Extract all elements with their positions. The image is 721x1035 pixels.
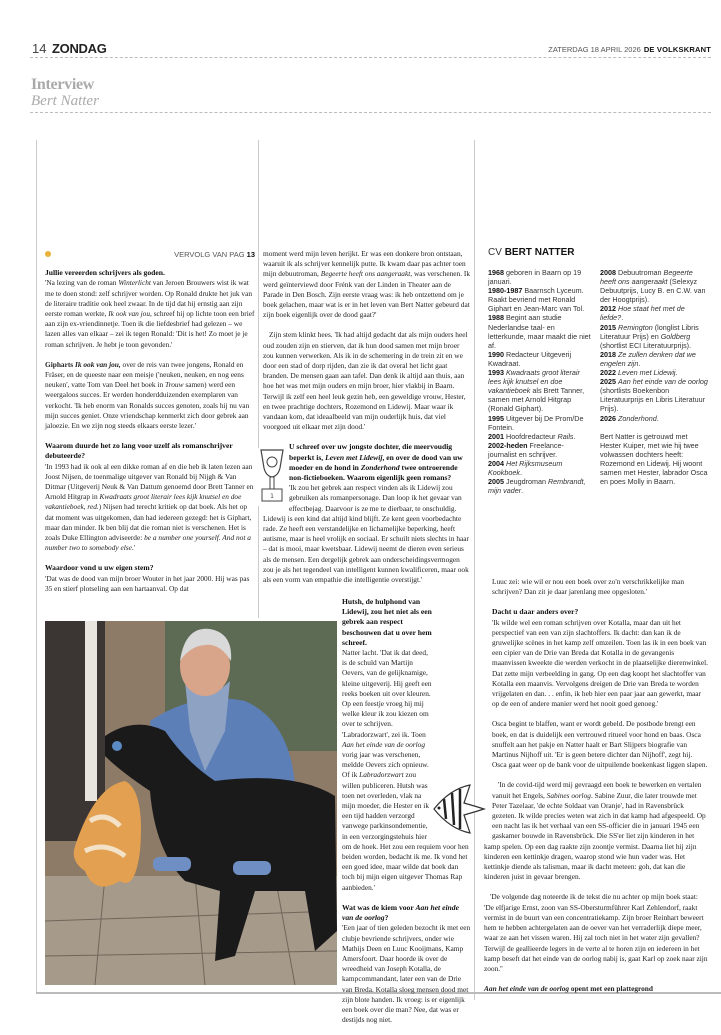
text-run: Zonderhond [360,462,400,472]
rubric-kicker: Interview [31,76,95,93]
paragraph [484,577,708,597]
interview-question [45,563,255,573]
text-run: Begint aan studie Nederlandse taal- en letterkunde, maar maakt die niet af. [488,313,591,350]
cv-prefix: CV [488,247,502,258]
paragraph [263,483,471,585]
continuation-page: 13 [246,250,255,259]
cv-year: 2012 [600,304,616,314]
text-run: Jullie vereerden schrijvers als goden. [45,268,165,278]
paragraph [45,278,255,349]
cv-note: Bert Natter is getrouwd met Hester Kuiper, met wie hij twee volwassen dochters heeft: Rozemond en Lidewij. Hij woont samen met Hester, labrador Osca en poes Molly in Baarn. [600,431,708,487]
newspaper-name: DE VOLKSKRANT [643,45,711,54]
text-run: 'Ik wilde wel een roman schrijven over Kotalla, maar dan uit het perspectief van een van zijn slachtoffers. Ik dacht: dan kan ik de gruwelijke scènes in het kamp zelf omzeilen. Toen las ik in een boek van een cipier van de Drie van Breda dat Kotalla in de gevangenis maanvissen kweekte die werden verkocht in de plaatselijke dierenwinkel. Dat zette mijn verbeelding in gang. Op een dag koopt het slachtoffer van Kotalla een maanvis. Vervolgens dreigen de Drie van Breda te worden vrijgelaten en dan. . . enfin, ik heb hier een paar jaar aan gewerkt, maar op de een of andere manier werd het nooit goed genoeg.' [492,617,708,709]
cv-entry [600,414,708,423]
text-run: ) Nijsen had terecht kritiek op dat boek. Als het op dat moment was uitgekomen, dan had iedereen gezegd: het is Giphart, maar dan minder. Ik ben blij dat die roman niet is verschenen. Het is zoals Duke Ellington adviseerde: [45,502,252,543]
text-run: Trouw [164,380,184,390]
cv-entry [488,441,592,459]
text-run: zou willen publiceren. Hutsh was toen net overleden, vlak na mijn moeder, die Hester en ik een tijd hadden verzorgd vanwege parkinsondementie, in een verzorgingstehuis hier om de hoek. Het zou een requiem voor hen beiden worden, bedacht ik me. Ik vond het een goed idee, maar wilde dat boek dan toch bij mijn eigen uitgever Thomas Rap aanbieden.' [342,770,469,892]
text-run: U schreef over uw jongste dochter, die meervoudig beperkt is, [289,442,453,462]
column-2 [263,249,471,595]
interview-question [45,441,255,461]
svg-text:1: 1 [270,493,274,501]
continuation-label: VERVOLG VAN PAG [174,250,245,259]
cv-entry [600,323,708,350]
cv-entry [600,368,708,377]
cv-year: 1968 [488,268,504,277]
text-run: Ze zullen denken dat we engelen zijn [600,349,696,368]
text-run: Hoofdredacteur [504,431,558,441]
text-run: opent met een plattegrond [569,984,653,994]
text-run: als Brett Tanner, samen met Arnold Hitgrap (Ronald Giphart). [488,386,585,414]
text-run: Freelance-journalist en schrijver. [488,440,564,459]
column-1 [45,250,255,604]
cv-year: 2022 [600,368,616,378]
column-rule [474,140,475,1000]
text-run: Debuutroman [616,268,664,277]
interview-question [45,268,255,278]
text-run: Baarnsch Lyceum. Raakt bevriend met Ronald Giphart en Jean-Marc van Tol. [488,286,585,314]
text-run: Het Rijksmuseum Kookboek [488,458,563,478]
cv-entry [488,477,592,495]
interview-question [484,607,708,617]
text-run: . [573,431,576,441]
text-run: twee ontroerende non-fictieboeken. Waarom eigenlijk geen romans? [289,462,458,483]
paragraph [484,984,708,994]
text-run: . [638,358,641,368]
cv-year: 2004 [488,458,504,468]
interview-question [342,903,472,923]
cv-year: 1988 [488,313,504,323]
text-run: 'Dat was de dood van mijn broer Wouter in het jaar 2000. Hij was pas 35 en stierf plotseling aan een hartaanval. Op dat [45,573,250,593]
text-run: Zonderhond [618,413,657,423]
paragraph [342,648,472,893]
cv-column-left [488,268,592,495]
text-run: vorig jaar was verschenen, meldde Oevers zich opnieuw. Of ik [342,750,429,780]
text-run: Hutsh, de hulphond van Lidewij, zou het niet als een gebrek aan respect beschouwen dat u over hem schreef. [342,597,432,647]
column-rule [258,140,259,618]
text-run: 'In 1993 had ik ook al een dikke roman af en die heb ik laten lezen aan Joost Nijsen, de toenmalige uitgever van Ronald bij Nijgh & Van Ditmar (Uitgeverij Neuk & Van Dattum genoemd door Brett Tanner en Arnold Hitgrap in [45,461,254,502]
text-run: moment werd mijn leven herijkt. Er was een donkere bron ontstaan, waaruit ik als schrijver kennelijk putte. Ik kwam daar pas achter toen mijn debuutroman, [263,249,466,279]
rubric-subject: Bert Natter [31,93,99,109]
text-run: Redacteur Uitgeverij Kwadraat. [488,349,572,368]
text-run: 'In de covid-tijd werd mij gevraagd een boek te bewerken en vertalen vanuit het Engels, [492,780,702,800]
text-run: Hoe staat het met de liefde? [600,304,685,323]
text-run: 'Ik zou het gebrek aan respect vinden als ik Lidewij zou gebruiken als romanpersonage. Dan loop ik het gevaar van effectbejag. Daarvoor is ze me te dierbaar, te onschuldig. Lidewij is een kind dat altijd kind blijft. Ze kent geen voorbedachte rade. Ze heeft een verstandelijke en lichamelijke beperking, heeft autisme, maar is heel vrolijk en sociaal. Er schuilt niets slechts in haar – dat is mooi, maar kwetsbaar. Lidewij neemt de dieren even serieus als de mensen. Een dergelijk gebrek aan onderscheidingsvermogen zou je als het tegendeel van intelligent kunnen kwalificeren, maar ook als een vorm van empathie die intelligentie overstijgt.' [263,483,469,585]
cv-entry [488,459,592,477]
text-run: Aan het einde van de oorlog [342,902,459,923]
text-run: Waarom duurde het zo lang voor uzelf als romanschrijver debuteerde? [45,441,233,461]
paragraph [45,360,255,431]
text-run: .' [131,543,136,553]
text-run: Leven met Lidewij [325,452,383,462]
text-run: Wat was de kiem voor [342,902,416,912]
text-run: , schreef hij op lichte toon een brief aan zijn ex-vriendinnetje. Toen ik die liefdesbrief had gelezen – we lazen alles van elkaar – zei ik tegen Ronald: 'Dit is het! Zo moet je je roman schrijven. Je hebt je toon gevonden.' [45,309,255,349]
text-run: Aan het einde van de oorlog [342,739,426,749]
section-name: ZONDAG [52,41,107,56]
cv-year: 2015 [600,322,616,332]
date: ZATERDAG 18 APRIL 2026 [548,45,641,54]
text-run: Kwadraats groot literair lees kijk knutsel en doe vakantieboek [488,368,580,396]
page-header [30,42,711,58]
text-run: Begeerte heeft ons aangeraakt [600,268,693,287]
page-number: 14 [32,41,47,56]
text-run: Sabines oorlog [546,790,591,800]
cv-entry [488,313,592,349]
cv-year: 2005 [488,477,504,487]
paragraph [45,462,255,554]
text-run: 'De volgende dag noteerde ik de tekst die nu achter op mijn boek staat: 'De elfjarige Ernst, zoon van SS-Obersturmführer Karl Zehlendorf, raakt vermist in de buurt van een concentratiekamp. Zijn broer Reinhart beweert hem te hebben achtergelaten aan de oever van het verraderlijk diepe meer, waar ze aan het vissen waren. Hij zal toch niet in het water zijn gevallen? Terwijl de geallieerde legers in de verte al te horen zijn en iedereen in het kamp beseft dat het einde van de oorlog nabij is, gaat Karl op zoek naar zijn zoon.'' [484,892,708,973]
photo-author-with-dog [45,621,337,985]
column-3-lower [484,577,708,1004]
text-run: (shortlists Boekenbon Literatuurprijs en Libris Literatuur Prijs). [600,386,706,414]
angelfish-illustration-icon [430,783,486,835]
text-run: Natter lacht. 'Dat ik dat deed, is de schuld van Martijn Oevers, van de gelijknamige, kleine uitgeverij. Hij geeft een reeks boeken uit over kleuren. Op een feestje vroeg hij mij welke kleur ik zou kiezen om over te schrijven. 'Labradorzwart', zei ik. Toen [342,648,432,739]
text-run: . [621,313,624,323]
cv-year: 1995 [488,413,504,423]
cv-box [488,248,708,568]
text-run: ? [384,913,389,923]
cv-year: 2008 [600,268,616,277]
text-run: Aan het einde van de oorlog [484,984,570,994]
text-run: . [656,413,659,423]
text-run: Rails [557,431,574,441]
text-run: Waardoor vond u uw eigen stem? [45,563,154,573]
paragraph [45,574,255,594]
cv-entry [600,304,708,322]
continuation-line [45,250,255,260]
text-run: Zijn stem klinkt hees. 'Ik had altijd gedacht dat als mijn ouders heel oud zouden zijn en stierven, dat ik hun dood samen met mijn broer zou kunnen verwerken. Als ik in de schemering in de trein zit en we door een stad of dorp rijden, dan zie ik dat overal het licht gaat branden. De mensen gaan aan tafel. Dan denk ik altijd aan thuis, aan hoe het was met mijn ouders en mijn broer, hier vlakbij in Baarn. Terwijl ik zelf een heel leuk gezin heb, een geweldige vrouw, Hester, en twee prachtige dochters, Rozemond en Lidewij. Maar waar ik vandaan kom, dat ideaalbeeld van mijn ouderlijk huis, dat viel voorgoed uit elkaar met zijn dood.' [263,330,468,432]
text-run: 'Een jaar of tien geleden bezocht ik met een clubje bevriende schrijvers, onder wie Mathijs Deen en Luuc Kooijmans, Kamp Amersfoort. Daar hoorde ik over de wreedheid van Joseph Kotalla, de kampcommandant, later een van de Drie van Breda. Kotalla sloeg mensen dood met zijn blote handen. Ik vroeg: is er eigenlijk een boek over die man? Nee, dat was er destijds nog niet. [342,923,471,1025]
text-run: . [675,368,678,378]
text-run: , en over de dood van uw moeder en de hond in [289,452,463,472]
cv-column-right [600,268,708,486]
text-run: over de reis van twee jongens, Ronald en Fräser, en de queeste naar een meisje ('neuken, neuken, en nog eens neuken', vatte Tom van Deel het boek in [45,359,244,390]
bullet-icon [45,251,51,257]
text-run: . Sabine Zuur, die later trouwde met Peter Tazelaar, 'de echte Soldaat van Oranje', had in Ravensbrück gezeten. Ik wilde precies weten wat zich in dat kamp had afgespeeld. Op een nacht las ik het verhaal van een SS-officier die in januari 1945 een gaskamer bouwde in Ravensbrück. Die SS'er liet zijn kinderen in het kamp spelen. Op een dag raakte zijn zoontje vermist. Daarna liet hij zijn kinderen een kettinkje dragen, waarop stond wie hun vader was. Het kettinkje diende als talisman, maar ik dacht meteen: goh, dat kan die kinderen juist in gevaar brengen. [484,790,706,882]
cv-entry [488,350,592,368]
text-run: (longlist Libris Literatuur Prijs) en [600,322,699,341]
cv-year: 2026 [600,413,616,423]
paragraph [263,330,471,432]
trophy-illustration-icon [258,448,286,506]
text-run: Osca begint te blaffen, want er wordt gebeld. De postbode brengt een boek, en dat is duidelijk een vertrouwd ritueel voor hond en baas. Osca snuffelt aan het pakje en Natter haalt er Bart Slijpers biografie van Martinus Nijhoff uit. 'Er is geen betere dichter dan Nijhoff', zegt hij. Osca gaat weer op de bank voor de uitpuilende boekenkast liggen slapen. [492,719,708,770]
text-run: van Jeroen Brouwers wist ik wat me te doen stond: zelf schrijver worden. Op Ronald drukte het juk van de literaire traditie ook heel zwaar. In de tijd dat hij ernstig aan zijn eerste roman werkte, [45,278,252,319]
cv-entry [600,350,708,368]
cv-name: BERT NATTER [504,247,575,258]
text-run: Rembrandt, mijn vader [488,477,586,496]
cv-year: 1980-1987 [488,286,523,296]
text-run: Winterlicht [118,278,151,288]
text-run: Labradorzwart [359,770,404,780]
cv-year: 1993 [488,368,504,378]
cv-year: 2001 [488,431,504,441]
text-run: geboren in Baarn op 19 januari. [488,268,582,287]
text-run: Begeerte heeft ons aangeraakt [320,269,411,279]
text-run: Goldberg [660,331,691,341]
text-run: Remington [618,322,653,332]
text-run: Kwadraats groot literair lees kijk knutsel en doe vakantieboek, red. [45,492,242,512]
text-run: Jeugdroman [504,477,548,487]
cv-entry [488,432,592,441]
cv-entry [488,368,592,413]
text-run: Uitgever bij De Prom/De Fontein. [488,413,584,432]
cv-year: 2002-heden [488,440,528,450]
interview-question [263,442,471,483]
cv-title [488,248,708,257]
paragraph [484,719,708,770]
text-run: Dacht u daar anders over? [492,607,579,617]
text-run: Ik ook van jou, [75,359,121,369]
text-run: Ik ook van jou [108,309,151,319]
text-run: . [521,486,524,496]
cv-entry [488,286,592,313]
paragraph [484,780,708,882]
paragraph [484,618,708,710]
interview-question [342,597,472,648]
column-rule [36,140,37,992]
text-run: Leven met Lidewij [618,368,676,378]
paragraph [342,923,472,1025]
text-run: Gipharts [45,359,75,369]
cv-entry [488,268,592,286]
text-run: be a number one yourself. And not a number two to somebody else [45,533,251,553]
cv-entry [488,414,592,432]
text-run: (shortlist ECI Literatuurprijs). [600,340,692,350]
cv-year: 2025 [600,377,616,387]
paragraph [263,249,471,320]
text-run: , was verschenen. Ik werd geïnterviewd door Frénk van der Linden in Theater aan de Parade in Den Bosch. Zijn eerste vraag was: ik heb ontzettend om je boek gelachen, maar wat is er in het leven van Bert Natter gebeurd dat zijn boek eigenlijk over de dood gaat?' [263,269,471,320]
dateline [548,45,711,54]
cv-year: 1990 [488,349,504,359]
text-run: . [519,468,522,478]
paragraph [484,892,708,974]
cv-entry [600,268,708,304]
text-run: samen) werd een weergaloos succes. Er werden honderdduizenden exemplaren van verkocht. 'Ik heb enorm van Ronalds succes genoten, zoals hij nu van mijn succes geniet. Onze vriendschap kenmerkt zich door gebrek aan jaloezie. En we zijn nog steeds elkaars eerste lezer.' [45,380,250,431]
divider [30,112,711,113]
text-run: 'Na lezing van de roman [45,278,119,288]
text-run: Aan het einde van de oorlog [618,377,708,387]
cv-entry [600,377,708,413]
text-run: (Selexyz Debuutprijs, Lucy B. en C.W. van der Hoogtprijs). [600,277,706,305]
text-run: Luuc zei: wie wil er nou een boek over zo'n verschrikkelijke man schrijven? Dan zit je daar jarenlang mee opgesloten.' [492,577,684,597]
cv-year: 2018 [600,349,616,359]
